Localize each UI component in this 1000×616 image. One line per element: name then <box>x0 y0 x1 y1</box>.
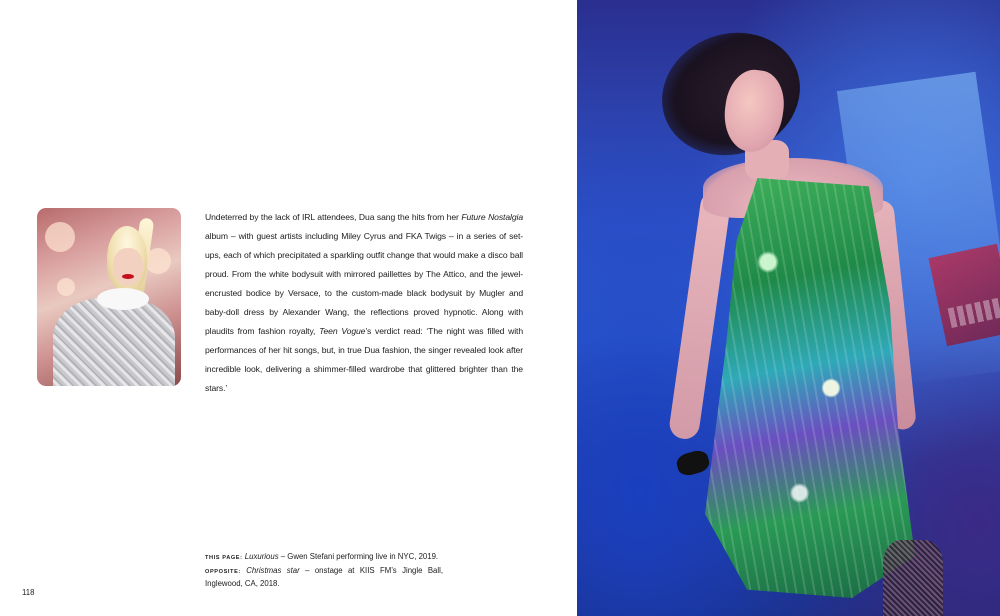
photo-face <box>113 248 143 286</box>
photo-captions <box>205 551 443 590</box>
background-light <box>45 222 75 252</box>
caption-text: – Gwen Stefani performing live in NYC, 2019. <box>278 552 439 561</box>
caption-text: – onstage at KIIS FM’s Jingle Ball, Inglewood, CA, 2018. <box>205 565 443 589</box>
caption-label: OPPOSITE: <box>205 568 241 575</box>
photo-sequin-jacket <box>53 298 175 386</box>
body-run: ’s verdict read: ‘The night was filled with performances of her hit songs, but, in true Dua fashion, the singer revealed look after incredible look, delivering a shimmer-filled wardrobe that glittered brighter than the stars.’ <box>205 325 523 393</box>
body-paragraph <box>205 208 523 398</box>
caption-this-page <box>205 551 443 565</box>
photo-lips <box>122 274 134 279</box>
microphone-icon <box>675 448 712 478</box>
italic-title: Teen Vogue <box>319 325 366 336</box>
caption-title: Luxurious <box>244 552 279 561</box>
italic-title: Future Nostalgia <box>461 212 524 222</box>
page-number: 118 <box>22 588 35 597</box>
dua-lipa-concert-photo <box>577 0 1000 616</box>
background-light <box>57 278 75 296</box>
photo-legs <box>883 540 943 616</box>
caption-label: THIS PAGE: <box>205 555 243 561</box>
caption-opposite <box>205 565 443 590</box>
caption-title: Christmas star <box>246 565 300 575</box>
photo-hood <box>97 288 149 310</box>
gwen-stefani-photo <box>37 208 181 386</box>
body-run: Undeterred by the lack of IRL attendees, Dua sang the hits from her <box>205 212 462 222</box>
body-run: album – with guest artists including Miley Cyrus and FKA Twigs – in a series of set-ups, each of which precipitated a sparkling outfit change that would make a disco ball proud. From the white bodysuit with mirrored paillettes by The Attico, and the jewel-encrusted bodice by Versace, to the custom-made black bodysuit by Mugler and baby-doll dress by Alexander Wang, the reflections proved hypnotic. Along with plaudits from fashion royalty, <box>205 230 523 336</box>
